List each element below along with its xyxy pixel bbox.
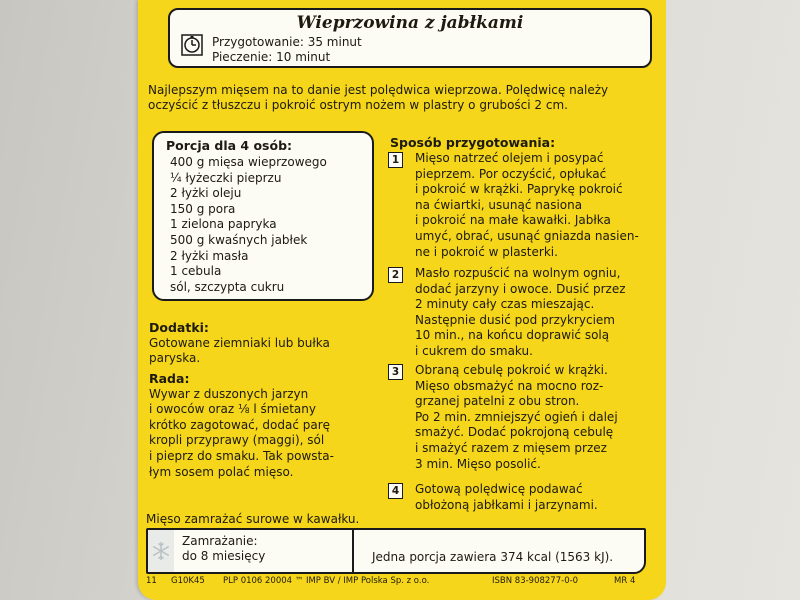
prep-time: Przygotowanie: 35 minut <box>212 35 362 49</box>
snowflake-icon <box>151 541 171 561</box>
step-line: ne i pokroić w plasterki. <box>415 244 558 259</box>
step-line: grzanej patelni z obu stron. <box>415 394 580 409</box>
step-line: Gotową polędwicę podawać <box>415 482 583 496</box>
ingredient-item: ¼ łyżeczki pieprzu <box>170 170 282 185</box>
ingredient-item: 1 cebula <box>170 264 222 279</box>
recipe-card <box>138 0 666 600</box>
snowflake-panel <box>148 530 174 572</box>
step-text <box>415 482 656 513</box>
ingredient-item: 400 g mięsa wieprzowego <box>170 155 327 169</box>
step-number: 1 <box>388 152 403 168</box>
method-step-3 <box>388 363 656 472</box>
freezing-label: Zamrażanie: <box>182 534 258 548</box>
rada-line: łym sosem polać mięso. <box>149 464 294 479</box>
step-line: umyć, obrać, usunąć gniazda nasien- <box>415 228 639 243</box>
step-number: 2 <box>388 267 403 283</box>
info-panel <box>146 528 646 574</box>
step-line: Obraną cebulę pokroić w krążki. <box>415 363 608 377</box>
method-step-2 <box>388 266 656 360</box>
footer-code: G10K45 <box>171 576 205 586</box>
freeze-note: Mięso zamrażać surowe w kawałku. <box>146 512 360 526</box>
kcal-info: Jedna porcja zawiera 374 kcal (1563 kJ). <box>372 550 614 564</box>
rada-line: kropli przyprawy (maggi), sól <box>149 433 325 448</box>
rada-line: Wywar z duszonych jarzyn <box>149 386 309 401</box>
rada-section <box>149 371 369 480</box>
step-line: i smażyć razem z mięsem przez <box>415 440 607 455</box>
step-line: i pokroić na małe kawałki. Jabłka <box>415 213 611 228</box>
ingredients-panel <box>152 131 374 301</box>
title-panel <box>168 8 652 68</box>
ingredient-item: 1 zielona papryka <box>170 217 277 232</box>
step-line: smażyć. Dodać pokrojoną cebulę <box>415 425 614 440</box>
step-text <box>415 266 656 360</box>
freezing-value: do 8 miesięcy <box>182 549 266 563</box>
clock-icon <box>181 34 203 56</box>
ingredient-item: 2 łyżki oleju <box>170 186 242 201</box>
method-step-1 <box>388 151 656 260</box>
step-number: 3 <box>388 364 403 380</box>
step-line: Mięso natrzeć olejem i posypać <box>415 151 604 165</box>
freezing-info <box>182 534 265 564</box>
footer-isbn: ISBN 83-908277-0-0 <box>492 576 579 586</box>
step-line: i cukrem do smaku. <box>415 343 533 358</box>
panel-divider <box>352 530 354 572</box>
ingredients-list <box>170 155 327 295</box>
step-line: 10 min., na końcu doprawić solą <box>415 328 610 343</box>
intro-text: Najlepszym mięsem na to danie jest polędwica wieprzowa. Polędwicę należy oczyścić z tłuszczu i pokroić ostrym nożem w plastry o grubości 2 cm. <box>148 83 609 112</box>
rada-heading: Rada: <box>149 371 190 386</box>
step-line: dodać jarzyny i owoce. Dusić przez <box>415 281 626 296</box>
recipe-title: Wieprzowina z jabłkami <box>296 13 524 33</box>
bake-time: Pieczenie: 10 minut <box>212 50 331 64</box>
step-number: 4 <box>388 483 403 499</box>
step-line: na ćwiartki, usunąć nasiona <box>415 197 583 212</box>
rada-line: krótko zagotować, dodać parę <box>149 417 331 432</box>
footer-page: 11 <box>146 576 157 586</box>
step-line: Mięso obsmażyć na mocno roz- <box>415 378 604 393</box>
ingredient-item: 2 łyżki masła <box>170 248 249 263</box>
ingredient-item: 150 g pora <box>170 201 236 216</box>
dodatki-section <box>149 320 369 367</box>
step-line: Masło rozpuścić na wolnym ogniu, <box>415 266 621 280</box>
dodatki-line: paryska. <box>149 351 201 366</box>
footer-mr: MR 4 <box>614 576 636 586</box>
step-line: Po 2 min. zmniejszyć ogień i dalej <box>415 409 618 424</box>
rada-line: i owoców oraz ⅛ l śmietany <box>149 402 316 417</box>
time-info <box>212 35 362 65</box>
step-line: 3 min. Mięso posolić. <box>415 456 541 471</box>
footer-publisher: PLP 0106 20004 ™ IMP BV / IMP Polska Sp. z o.o. <box>223 576 430 586</box>
step-line: Następnie dusić pod przykryciem <box>415 312 615 327</box>
ingredients-title: Porcja dla 4 osób: <box>166 138 293 153</box>
step-line: obłożoną jabłkami i jarzynami. <box>415 497 598 512</box>
dodatki-heading: Dodatki: <box>149 320 209 335</box>
step-line: i pokroić w krążki. Paprykę pokroić <box>415 182 623 197</box>
step-line: pieprzem. Por oczyścić, opłukać <box>415 166 607 181</box>
step-text <box>415 363 656 472</box>
method-step-4 <box>388 482 656 513</box>
method-title: Sposób przygotowania: <box>390 135 556 150</box>
step-line: 2 minuty cały czas mieszając. <box>415 297 595 312</box>
ingredient-item: 500 g kwaśnych jabłek <box>170 232 308 247</box>
dodatki-line: Gotowane ziemniaki lub bułka <box>149 335 330 350</box>
step-text <box>415 151 656 260</box>
rada-line: i pieprz do smaku. Tak powsta- <box>149 448 334 463</box>
ingredient-item: sól, szczypta cukru <box>170 279 285 294</box>
